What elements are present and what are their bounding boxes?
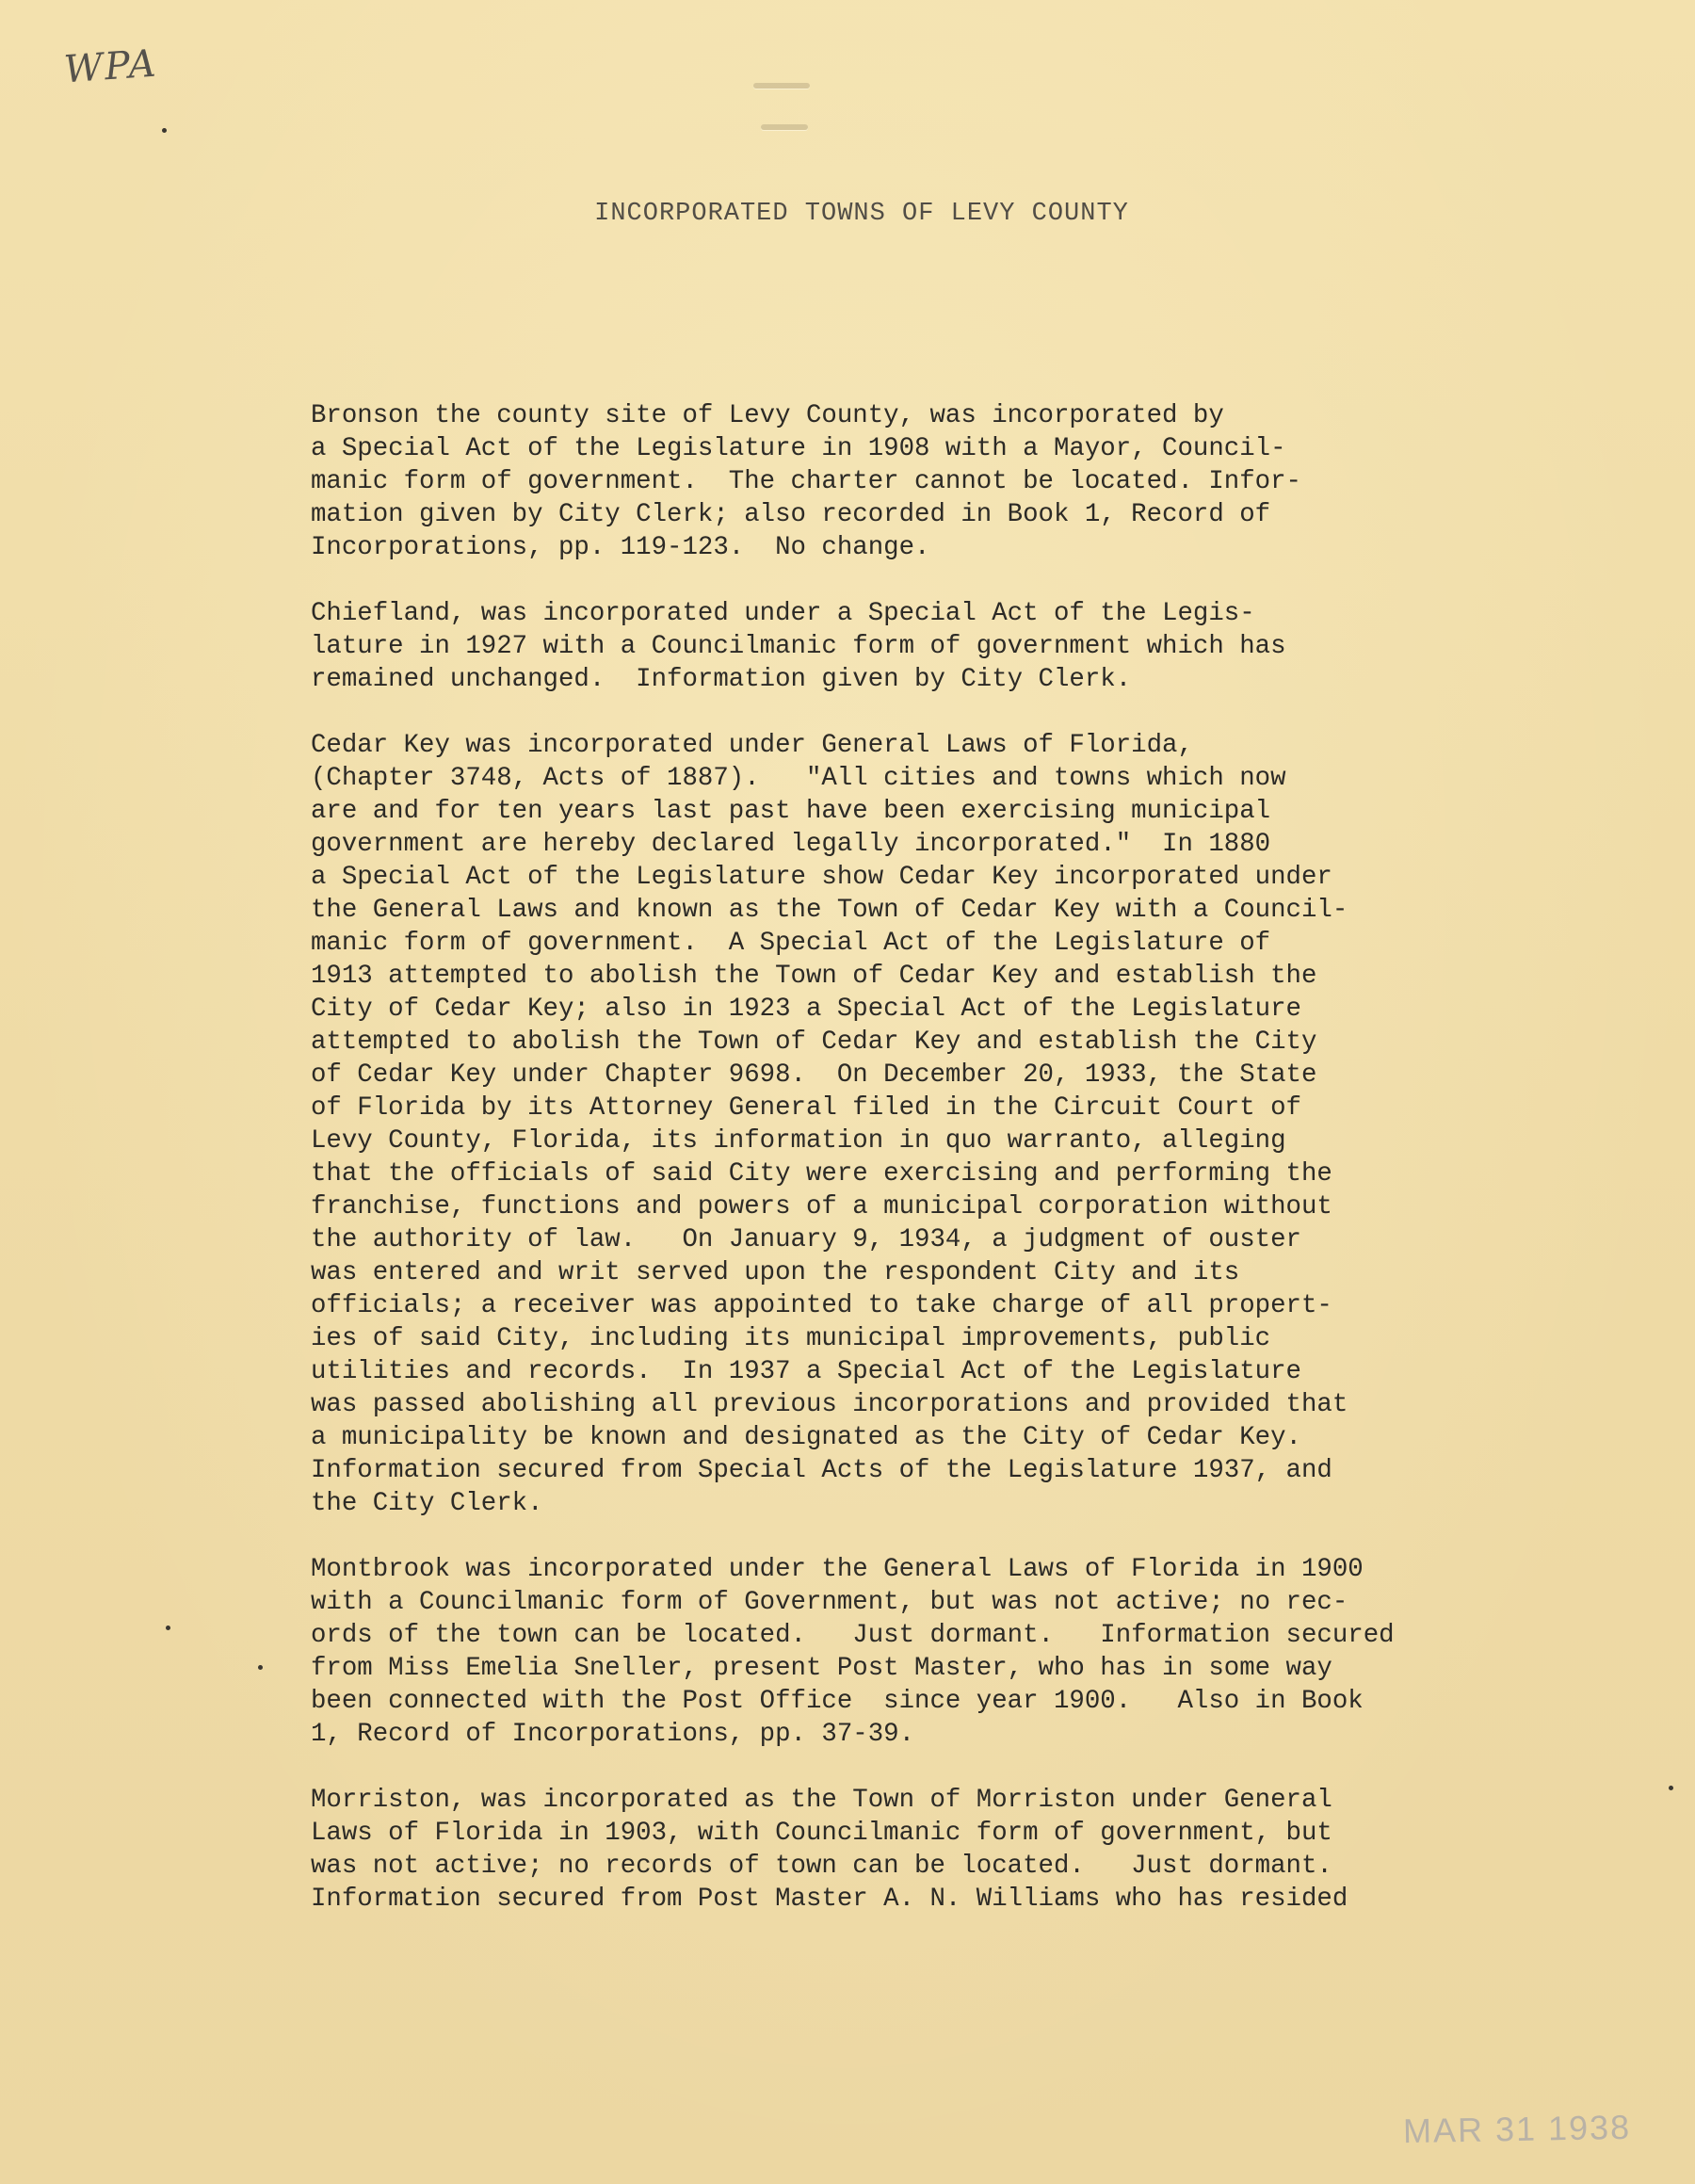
text-line: that the officials of said City were exercising and performing the — [311, 1159, 1332, 1189]
date-received-stamp: MAR 31 1938 — [1402, 2107, 1632, 2151]
staple-mark-icon — [761, 124, 808, 130]
text-line: Levy County, Florida, its information in quo warranto, alleging — [311, 1126, 1286, 1156]
text-line: ies of said City, including its municipal improvements, public — [311, 1324, 1271, 1353]
text-line: was entered and writ served upon the respondent City and its — [311, 1258, 1240, 1287]
text-line: 1913 attempted to abolish the Town of Cedar Key and establish the — [311, 962, 1317, 991]
document-body — [311, 399, 1516, 1949]
text-line: mation given by City Clerk; also recorded in Book 1, Record of — [311, 500, 1271, 529]
text-line: the authority of law. On January 9, 1934, a judgment of ouster — [311, 1225, 1301, 1254]
text-line: a Special Act of the Legislature show Cedar Key incorporated under — [311, 863, 1332, 892]
text-line: Bronson the county site of Levy County, was incorporated by — [311, 401, 1224, 430]
text-line: was passed abolishing all previous incorporations and provided that — [311, 1390, 1348, 1419]
staple-mark-icon — [753, 83, 810, 89]
paragraph-montbrook — [311, 1553, 1516, 1751]
text-line: Cedar Key was incorporated under General Laws of Florida, — [311, 731, 1193, 760]
paper-speck — [162, 128, 167, 133]
paper-speck — [258, 1665, 263, 1670]
text-line: manic form of government. A Special Act of the Legislature of — [311, 929, 1271, 958]
text-line: was not active; no records of town can be located. Just dormant. — [311, 1852, 1332, 1881]
text-line: City of Cedar Key; also in 1923 a Special Act of the Legislature — [311, 995, 1301, 1024]
text-line: government are hereby declared legally incorporated." In 1880 — [311, 830, 1271, 859]
text-line: from Miss Emelia Sneller, present Post Master, who has in some way — [311, 1654, 1332, 1683]
text-line: officials; a receiver was appointed to take charge of all propert- — [311, 1291, 1332, 1320]
text-line: utilities and records. In 1937 a Special Act of the Legislature — [311, 1357, 1301, 1386]
text-line: Information secured from Post Master A. N. Williams who has resided — [311, 1885, 1348, 1914]
text-line: a municipality be known and designated as the City of Cedar Key. — [311, 1423, 1301, 1452]
text-line: the City Clerk. — [311, 1489, 543, 1518]
text-line: of Cedar Key under Chapter 9698. On December 20, 1933, the State — [311, 1060, 1317, 1090]
handwritten-annotation: WPA — [62, 41, 159, 92]
text-line: 1, Record of Incorporations, pp. 37-39. — [311, 1720, 915, 1749]
text-line: Information secured from Special Acts of the Legislature 1937, and — [311, 1456, 1332, 1485]
text-line: are and for ten years last past have been exercising municipal — [311, 797, 1271, 826]
paragraph-chiefland — [311, 597, 1516, 696]
text-line: (Chapter 3748, Acts of 1887). "All cities and towns which now — [311, 764, 1286, 793]
text-line: attempted to abolish the Town of Cedar Key and establish the City — [311, 1027, 1317, 1057]
text-line: the General Laws and known as the Town of Cedar Key with a Council- — [311, 896, 1348, 925]
text-line: of Florida by its Attorney General filed in the Circuit Court of — [311, 1093, 1301, 1123]
text-line: Laws of Florida in 1903, with Councilmanic form of government, but — [311, 1819, 1332, 1848]
text-line: been connected with the Post Office since year 1900. Also in Book — [311, 1687, 1364, 1716]
text-line: Incorporations, pp. 119-123. No change. — [311, 533, 930, 562]
text-line: manic form of government. The charter cannot be located. Infor- — [311, 467, 1301, 496]
text-line: Morriston, was incorporated as the Town of Morriston under General — [311, 1786, 1332, 1815]
text-line: Chiefland, was incorporated under a Special Act of the Legis- — [311, 599, 1255, 628]
text-line: ords of the town can be located. Just dormant. Information secured — [311, 1621, 1395, 1650]
paragraph-morriston — [311, 1784, 1516, 1916]
text-line: a Special Act of the Legislature in 1908 with a Mayor, Council- — [311, 434, 1286, 463]
paper-speck — [166, 1626, 170, 1630]
text-line: lature in 1927 with a Councilmanic form of government which has — [311, 632, 1286, 661]
document-title: INCORPORATED TOWNS OF LEVY COUNTY — [594, 200, 1129, 228]
paragraph-bronson — [311, 399, 1516, 564]
text-line: with a Councilmanic form of Government, but was not active; no rec- — [311, 1588, 1348, 1617]
paragraph-cedar-key — [311, 729, 1516, 1520]
text-line: remained unchanged. Information given by City Clerk. — [311, 665, 1132, 694]
paper-speck — [1669, 1786, 1673, 1790]
text-line: franchise, functions and powers of a municipal corporation without — [311, 1192, 1332, 1221]
text-line: Montbrook was incorporated under the General Laws of Florida in 1900 — [311, 1555, 1364, 1584]
